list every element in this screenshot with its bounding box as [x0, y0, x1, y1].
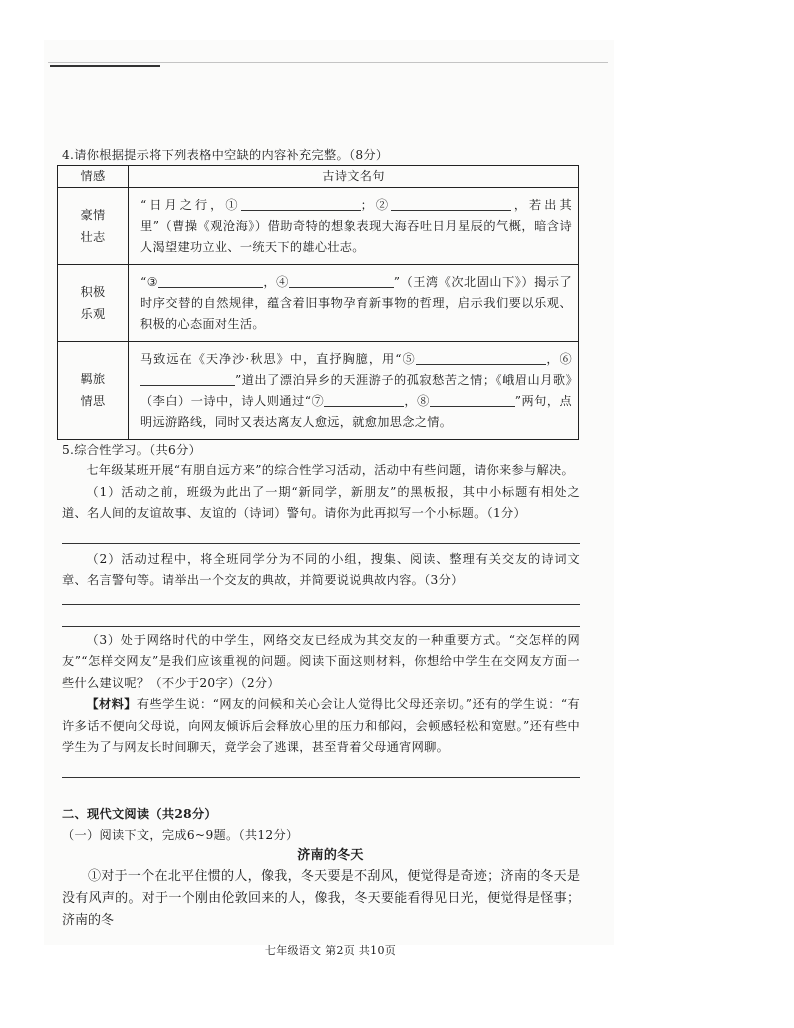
emotion-cell	[58, 342, 129, 440]
answer-blank	[391, 197, 511, 211]
poem-text: ”两句，点明远游路线，同时又表达离友人愈远，就愈加思念之情。	[140, 394, 572, 429]
question-5-sub-2: （2）活动过程中，将全班同学分为不同的小组，搜集、阅读、整理有关交友的诗词文章、名言警句等。请举出一个交友的典故，并简要说说典故内容。（3分）	[62, 551, 580, 587]
table-header-row	[58, 166, 579, 188]
exam-content	[57, 145, 580, 961]
poem-text: ，	[263, 275, 277, 289]
answer-blank	[324, 393, 404, 407]
blank-number: ②	[373, 198, 392, 212]
top-rule-dark	[50, 65, 160, 67]
essay-paragraph: ①对于一个在北平住惯的人，像我，冬天要是不刮风，便觉得是奇迹；济南的冬天是没有风声的。对于一个刚由伦敦回来的人，像我，冬天要能看得见日光，便觉得是怪事；济南的冬	[62, 868, 580, 928]
poem-text: “	[140, 275, 147, 289]
blank-number: ③	[146, 275, 159, 289]
poem-text: ，若出其里”（曹操《观沧海》）借助奇特的想象表现大海吞吐日月星辰的气概，暗含诗人渴望建功立业、一统天下的雄心壮志。	[140, 198, 572, 254]
material-paragraph	[57, 694, 580, 759]
blank-number: ⑧	[417, 394, 430, 408]
poem-cell	[129, 342, 579, 440]
material-label: 【材料】	[86, 697, 137, 711]
poem-text: 马致远在《天净沙·秋思》中，直抒胸臆，用“	[140, 352, 402, 366]
answer-line	[62, 543, 580, 544]
blank-number: ①	[225, 198, 241, 212]
answer-blank	[140, 372, 235, 386]
poem-text: ，	[545, 352, 560, 366]
blank-number: ⑤	[401, 352, 416, 366]
material-text: 有些学生说：“网友的问候和关心会让人觉得比父母还亲切。”还有的学生说：“有许多话不便向父母说，向网友倾诉后会释放心里的压力和郁闷，会顿感轻松和宽慰。”还有些中学生为了与网友长时间聊天，竟学会了逃课，甚至背着父母通宵网聊。	[62, 697, 580, 754]
answer-line	[62, 604, 580, 605]
emotion-label: 豪情壮志	[80, 207, 106, 244]
blank-number: ⑦	[311, 394, 325, 408]
poem-text: ”道出了漂泊异乡的天涯游子的孤寂愁苦之情；《峨眉山月歌》（李白）一诗中，诗人则通过“	[140, 373, 572, 408]
answer-blank	[416, 351, 546, 365]
poem-cell	[129, 188, 579, 265]
question-4-title: 4.请你根据提示将下列表格中空缺的内容补充完整。（8分）	[62, 148, 389, 162]
poem-text: ，	[404, 394, 418, 408]
question-5-sub-1: （1）活动之前，班级为此出了一期“新同学，新朋友”的黑板报，其中小标题有相处之道、名人间的友谊故事、友谊的（诗词）警句。请你为此再拟写一个小标题。（1分）	[62, 484, 580, 520]
essay-title: 济南的冬天	[297, 847, 364, 863]
blank-number: ⑥	[559, 352, 572, 366]
table-row	[58, 265, 579, 342]
page-footer: 七年级语文 第2页 共10页	[264, 943, 397, 957]
question-5-sub-3: （3）处于网络时代的中学生，网络交友已经成为其交友的一种重要方式。“交怎样的网友”“怎样交网友”是我们应该重视的问题。阅读下面这则材料，你想给中学生在交网友方面一些什么建议呢？（不少于20字）（2分）	[62, 632, 580, 690]
poem-text: ”（王湾《次北固山下》）揭示了时序交替的自然规律，蕴含着旧事物孕育新事物的哲理，启示我们要以乐观、积极的心态面对生活。	[140, 275, 572, 331]
blank-number: ④	[276, 275, 289, 289]
header-emotion: 情感	[58, 166, 129, 188]
answer-blank	[430, 393, 515, 407]
answer-blank	[289, 274, 394, 288]
emotion-cell	[58, 265, 129, 342]
emotion-label: 羁旅情思	[80, 372, 106, 409]
header-poems: 古诗文名句	[129, 166, 579, 188]
poem-text: ；	[360, 198, 374, 212]
poem-text: “日月之行，	[140, 198, 226, 212]
question-5-intro: 七年级某班开展“有朋自远方来”的综合性学习活动，活动中有些问题，请你来参与解决。	[86, 463, 574, 477]
answer-line	[62, 626, 580, 627]
table-row	[58, 342, 579, 440]
answer-line	[62, 777, 580, 778]
table-row	[58, 188, 579, 265]
poem-cell	[129, 265, 579, 342]
poem-table	[57, 165, 579, 440]
section-2-title: 二、现代文阅读（共28分）	[62, 806, 217, 821]
emotion-label: 积极乐观	[80, 284, 106, 321]
question-5-title: 5.综合性学习。（共6分）	[62, 443, 202, 457]
reading-part-1-title: （一）阅读下文，完成6~9题。（共12分）	[62, 827, 299, 842]
answer-blank	[158, 274, 263, 288]
answer-blank	[241, 197, 361, 211]
emotion-cell	[58, 188, 129, 265]
top-rule	[48, 62, 608, 63]
